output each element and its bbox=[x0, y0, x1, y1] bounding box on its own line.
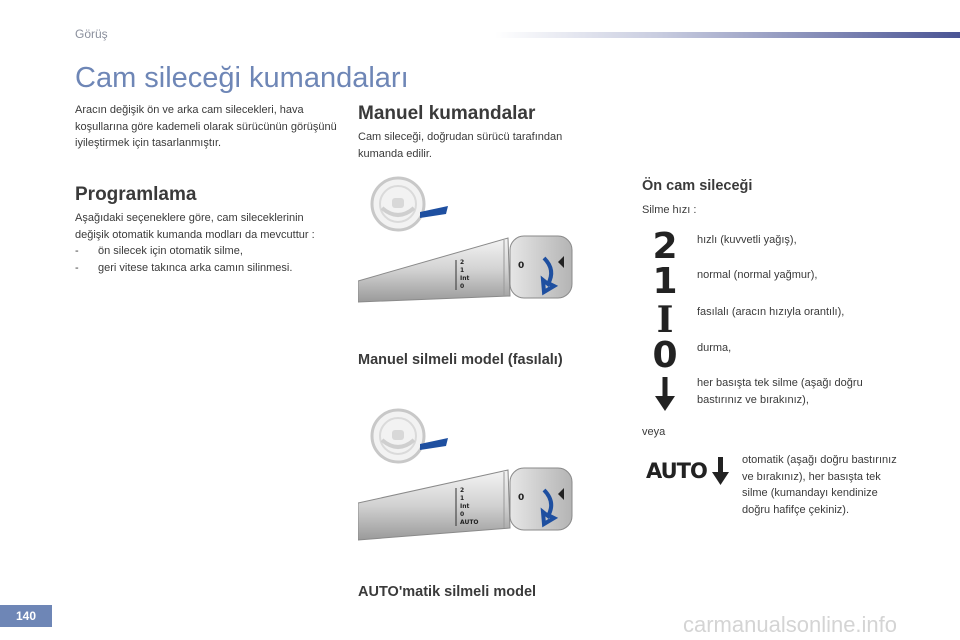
intro-paragraph: Aracın değişik ön ve arka cam silecekleri, hava koşullarına göre kademeli olarak sürücünün görüşünü iyileştirmek için tasarlanmıştır. bbox=[75, 104, 337, 149]
manual-heading: Manuel kumandalar bbox=[358, 103, 536, 124]
bullet-text: geri vitese takınca arka camın silinmesi. bbox=[98, 261, 293, 274]
speed-symbol-normal: 1 bbox=[652, 261, 678, 302]
speed-fast-text: hızlı (kuvvetli yağış), bbox=[697, 234, 797, 246]
stalk-mark: 2 bbox=[460, 487, 465, 494]
stalk-mark: 0 bbox=[460, 511, 465, 518]
steering-wheel-icon bbox=[372, 178, 448, 230]
bullet-dash: - bbox=[75, 245, 79, 257]
stalk-mark: AUTO bbox=[460, 519, 479, 526]
steering-wheel-icon bbox=[372, 410, 448, 462]
speed-off-text: durma, bbox=[697, 342, 732, 354]
speed-normal-text: normal (normal yağmur), bbox=[697, 269, 818, 281]
down-arrow-icon bbox=[655, 377, 675, 411]
or-label: veya bbox=[642, 426, 666, 438]
programming-section bbox=[75, 210, 340, 276]
wiper-stalk-illustration-auto bbox=[358, 408, 580, 546]
list-item bbox=[75, 243, 340, 260]
stalk-mark: 1 bbox=[460, 267, 465, 274]
stalk-head-mark: 0 bbox=[518, 261, 525, 271]
stalk-mark: Int bbox=[460, 503, 470, 510]
speed-symbol-fast: 2 bbox=[652, 226, 678, 267]
page-title: Cam sileceği kumandaları bbox=[75, 62, 409, 94]
bullet-dash: - bbox=[75, 261, 79, 274]
bullet-text: ön silecek için otomatik silme, bbox=[98, 245, 243, 257]
stalk-mark: 1 bbox=[460, 495, 465, 502]
manual-text: Cam sileceği, doğrudan sürücü tarafından kumanda edilir. bbox=[358, 131, 563, 160]
watermark: carmanualsonline.info bbox=[683, 612, 898, 637]
stalk-mark: 0 bbox=[460, 283, 465, 290]
stalk-head-mark: 0 bbox=[518, 493, 525, 503]
speed-symbol-off: 0 bbox=[652, 335, 678, 376]
header-bar bbox=[495, 32, 960, 38]
programming-heading: Programlama bbox=[75, 184, 197, 205]
stalk-mark: 2 bbox=[460, 259, 465, 266]
wiper-stalk-illustration-manual bbox=[358, 176, 580, 314]
page-number: 140 bbox=[0, 605, 52, 627]
caption-manual-model: Manuel silmeli model (fasılalı) bbox=[358, 352, 563, 368]
wipe-speed-label: Silme hızı : bbox=[642, 204, 697, 216]
speed-symbol-intermittent: I bbox=[656, 299, 674, 341]
programming-text: Aşağıdaki seçeneklere göre, cam sileceklerinin değişik otomatik kumanda modları da mevcuttur : bbox=[75, 212, 315, 241]
programming-bullets bbox=[75, 243, 340, 276]
section-label: Görüş bbox=[75, 27, 108, 41]
stalk-mark: Int bbox=[460, 275, 470, 282]
auto-label: AUTO bbox=[646, 459, 707, 483]
single-wipe-text: her basışta tek silme (aşağı doğru bastırınız ve bırakınız), bbox=[697, 377, 863, 406]
front-wiper-heading: Ön cam sileceği bbox=[642, 178, 753, 194]
list-item bbox=[75, 260, 340, 277]
caption-auto-model: AUTO'matik silmeli model bbox=[358, 584, 537, 600]
down-arrow-icon bbox=[712, 457, 729, 485]
auto-text: otomatik (aşağı doğru bastırınız ve bırakınız), her basışta tek silme (kumandayı kendinize doğru hafifçe çekiniz). bbox=[742, 454, 897, 516]
speed-intermittent-text: fasılalı (aracın hızıyla orantılı), bbox=[697, 306, 845, 318]
